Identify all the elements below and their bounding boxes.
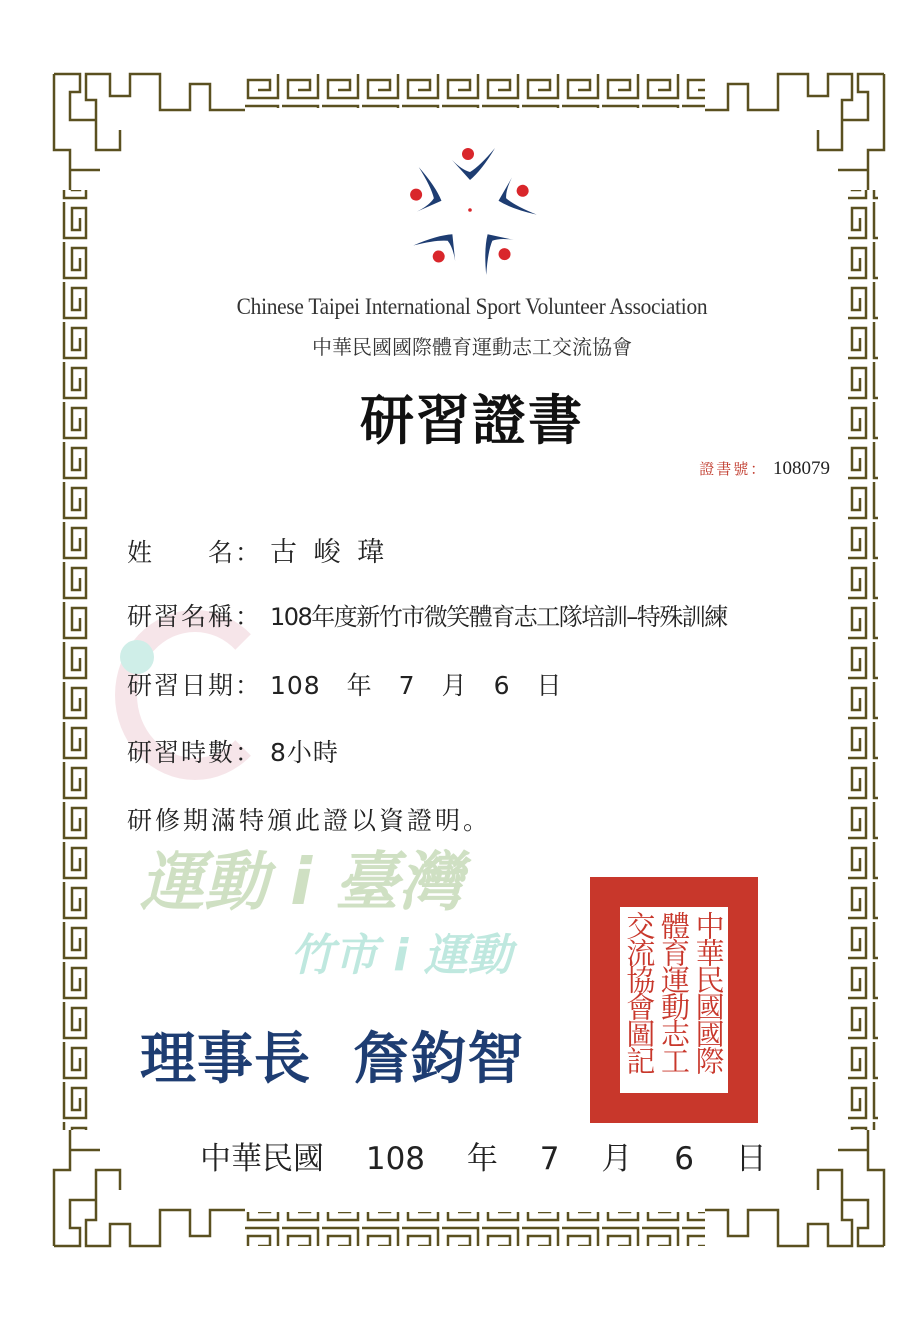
seal-column: 體育運動志工 [656, 911, 691, 1073]
signature-name: 詹鈞智 [353, 1027, 525, 1092]
issue-date-month-unit: 月 [601, 1141, 633, 1177]
watermark-line1: 運動 i 臺灣 [140, 846, 463, 920]
statement: 研修期滿特頒此證以資證明。 [127, 806, 492, 835]
certificate-number-label: 證書號： [699, 460, 768, 478]
issue-date-day: 6 [674, 1141, 694, 1177]
issue-date-era: 中華民國 [200, 1141, 324, 1177]
field-date-value: 108 年 7 月 6 日 [269, 671, 563, 700]
organization-name-english: Chinese Taipei International Sport Volunteer Association [236, 294, 708, 319]
field-course-label: 研習名稱： [127, 602, 263, 631]
watermark-line2: 竹市 i 運動 [290, 930, 512, 981]
issue-date-year: 108 [365, 1141, 426, 1177]
watermark [140, 845, 580, 995]
seal-column: 交流協會圖記 [622, 911, 657, 1073]
signature-title: 理事長 [140, 1027, 311, 1092]
issue-date [200, 1133, 799, 1178]
field-hours-value: 8小時 [269, 738, 339, 767]
certificate-number-value: 108079 [773, 458, 830, 479]
five-figure-star-logo-icon [400, 140, 540, 280]
field-hours [127, 733, 339, 769]
field-hours-label: 研習時數： [127, 738, 263, 767]
organization-name-chinese: 中華民國國際體育運動志工交流協會 [312, 335, 632, 359]
certificate-title: 研習證書 [360, 389, 584, 452]
official-seal [590, 877, 758, 1123]
signature [140, 1015, 525, 1095]
field-date-label: 研習日期： [127, 671, 263, 700]
field-course-value: 108年度新竹市微笑體育志工隊培訓–特殊訓練 [269, 603, 727, 631]
field-course [127, 597, 727, 633]
certificate-number [699, 458, 830, 480]
issue-date-year-unit: 年 [466, 1141, 498, 1177]
seal-column: 中華民國國際 [691, 911, 726, 1073]
issue-date-month: 7 [539, 1141, 560, 1177]
field-name-label: 姓 名： [127, 538, 263, 567]
issue-date-day-unit: 日 [735, 1141, 767, 1177]
field-name-value: 古 峻 瑋 [269, 537, 389, 568]
field-name [127, 530, 388, 569]
field-date [127, 666, 563, 702]
